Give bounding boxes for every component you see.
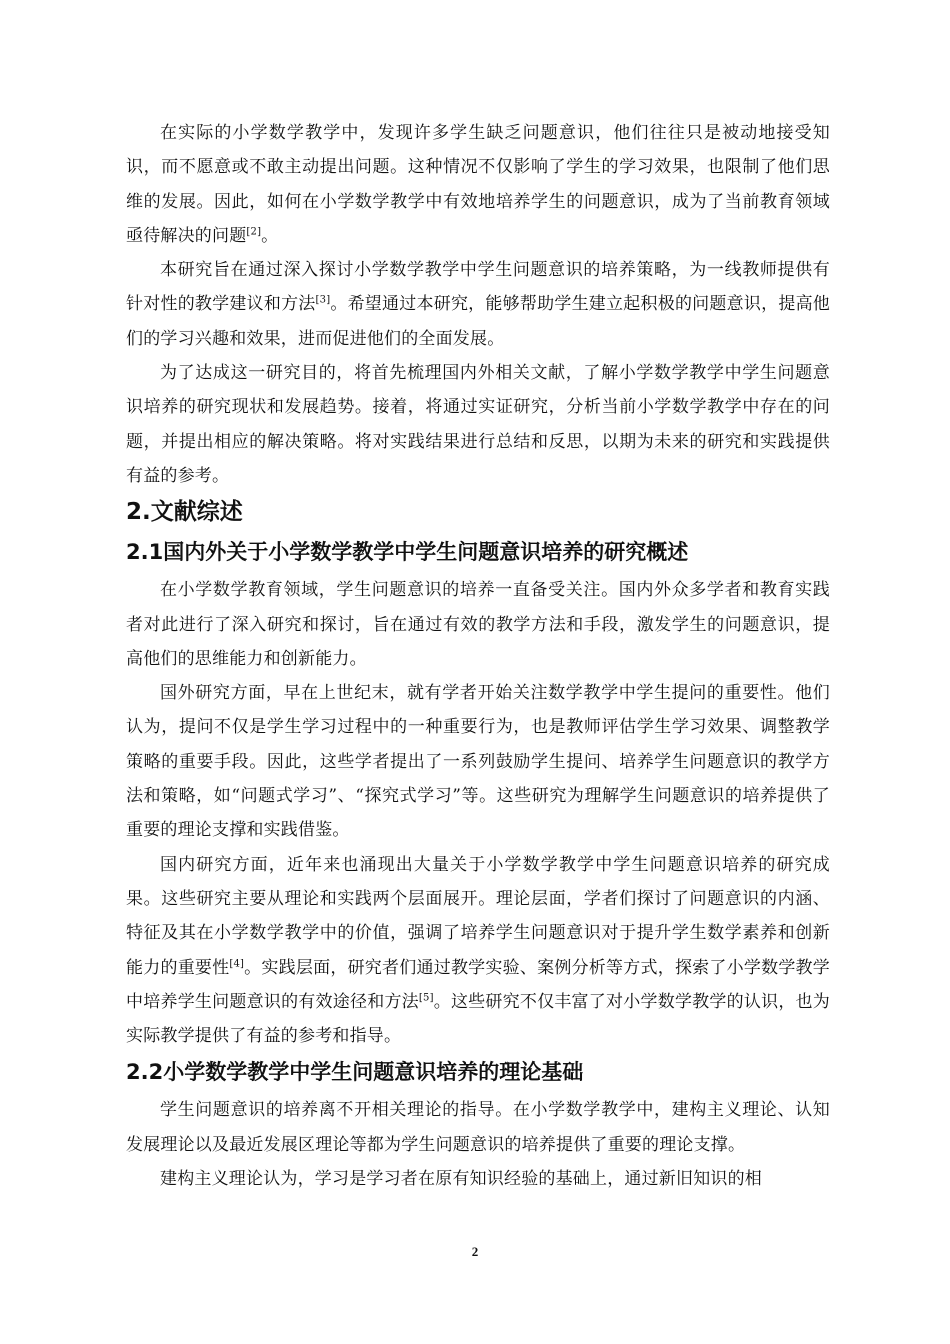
paragraph: 在实际的小学数学教学中，发现许多学生缺乏问题意识，他们往往只是被动地接受知识，而不愿意或不敢主动提出问题。这种情况不仅影响了学生的学习效果，也限制了他们思维的发展。因此，如何在小学数学教学中有效地培养学生的问题意识，成为了当前教育领域亟待解决的问题[2]。 [126,123,830,246]
page-number: 2 [471,1244,479,1259]
document-body [126,116,830,1196]
citation: [2] [246,226,262,238]
subsection-heading: 2.2小学数学教学中学生问题意识培养的理论基础 [126,1060,584,1085]
paragraph: 为了达成这一研究目的，将首先梳理国内外相关文献，了解小学数学教学中学生问题意识培养的研究现状和发展趋势。接着，将通过实证研究，分析当前小学数学教学中存在的问题，并提出相应的解决策略。将对实践结果进行总结和反思，以期为未来的研究和实践提供有益的参考。 [126,363,830,486]
citation: [3] [315,294,331,306]
citation: [4] [229,957,245,969]
paragraph: 学生问题意识的培养离不开相关理论的指导。在小学数学教学中，建构主义理论、认知发展理论以及最近发展区理论等都为学生问题意识的培养提供了重要的理论支撑。 [126,1100,830,1155]
paragraph: 国外研究方面，早在上世纪末，就有学者开始关注数学教学中学生提问的重要性。他们认为，提问不仅是学生学习过程中的一种重要行为，也是教师评估学生学习效果、调整教学策略的重要手段。因此，这些学者提出了一系列鼓励学生提问、培养学生问题意识的教学方法和策略，如“问题式学习”、“探究式学习”等。这些研究为理解学生问题意识的培养提供了重要的理论支撑和实践借鉴。 [126,683,830,841]
citation: [5] [418,992,434,1004]
paragraph: 建构主义理论认为，学习是学习者在原有知识经验的基础上，通过新旧知识的相 [160,1169,762,1190]
paragraph: 在小学数学教育领域，学生问题意识的培养一直备受关注。国内外众多学者和教育实践者对此进行了深入研究和探讨，旨在通过有效的教学方法和手段，激发学生的问题意识，提高他们的思维能力和创新能力。 [126,580,830,669]
section-heading: 2.文献综述 [126,499,243,526]
paragraph: 国内研究方面，近年来也涌现出大量关于小学数学教学中学生问题意识培养的研究成果。这些研究主要从理论和实践两个层面展开。理论层面，学者们探讨了问题意识的内涵、特征及其在小学数学教学中的价值，强调了培养学生问题意识对于提升学生数学素养和创新能力的重要性[4]。实践层面，研究者们通过教学实验、案例分析等方式，探索了小学数学教学中培养学生问题意识的有效途径和方法[5]。这些研究不仅丰富了对小学数学教学的认识，也为实际教学提供了有益的参考和指导。 [126,854,830,1047]
paragraph: 本研究旨在通过深入探讨小学数学教学中学生问题意识的培养策略，为一线教师提供有针对性的教学建议和方法[3]。希望通过本研究，能够帮助学生建立起积极的问题意识，提高他们的学习兴趣和效果，进而促进他们的全面发展。 [126,260,830,349]
subsection-heading: 2.1国内外关于小学数学教学中学生问题意识培养的研究概述 [126,540,689,565]
